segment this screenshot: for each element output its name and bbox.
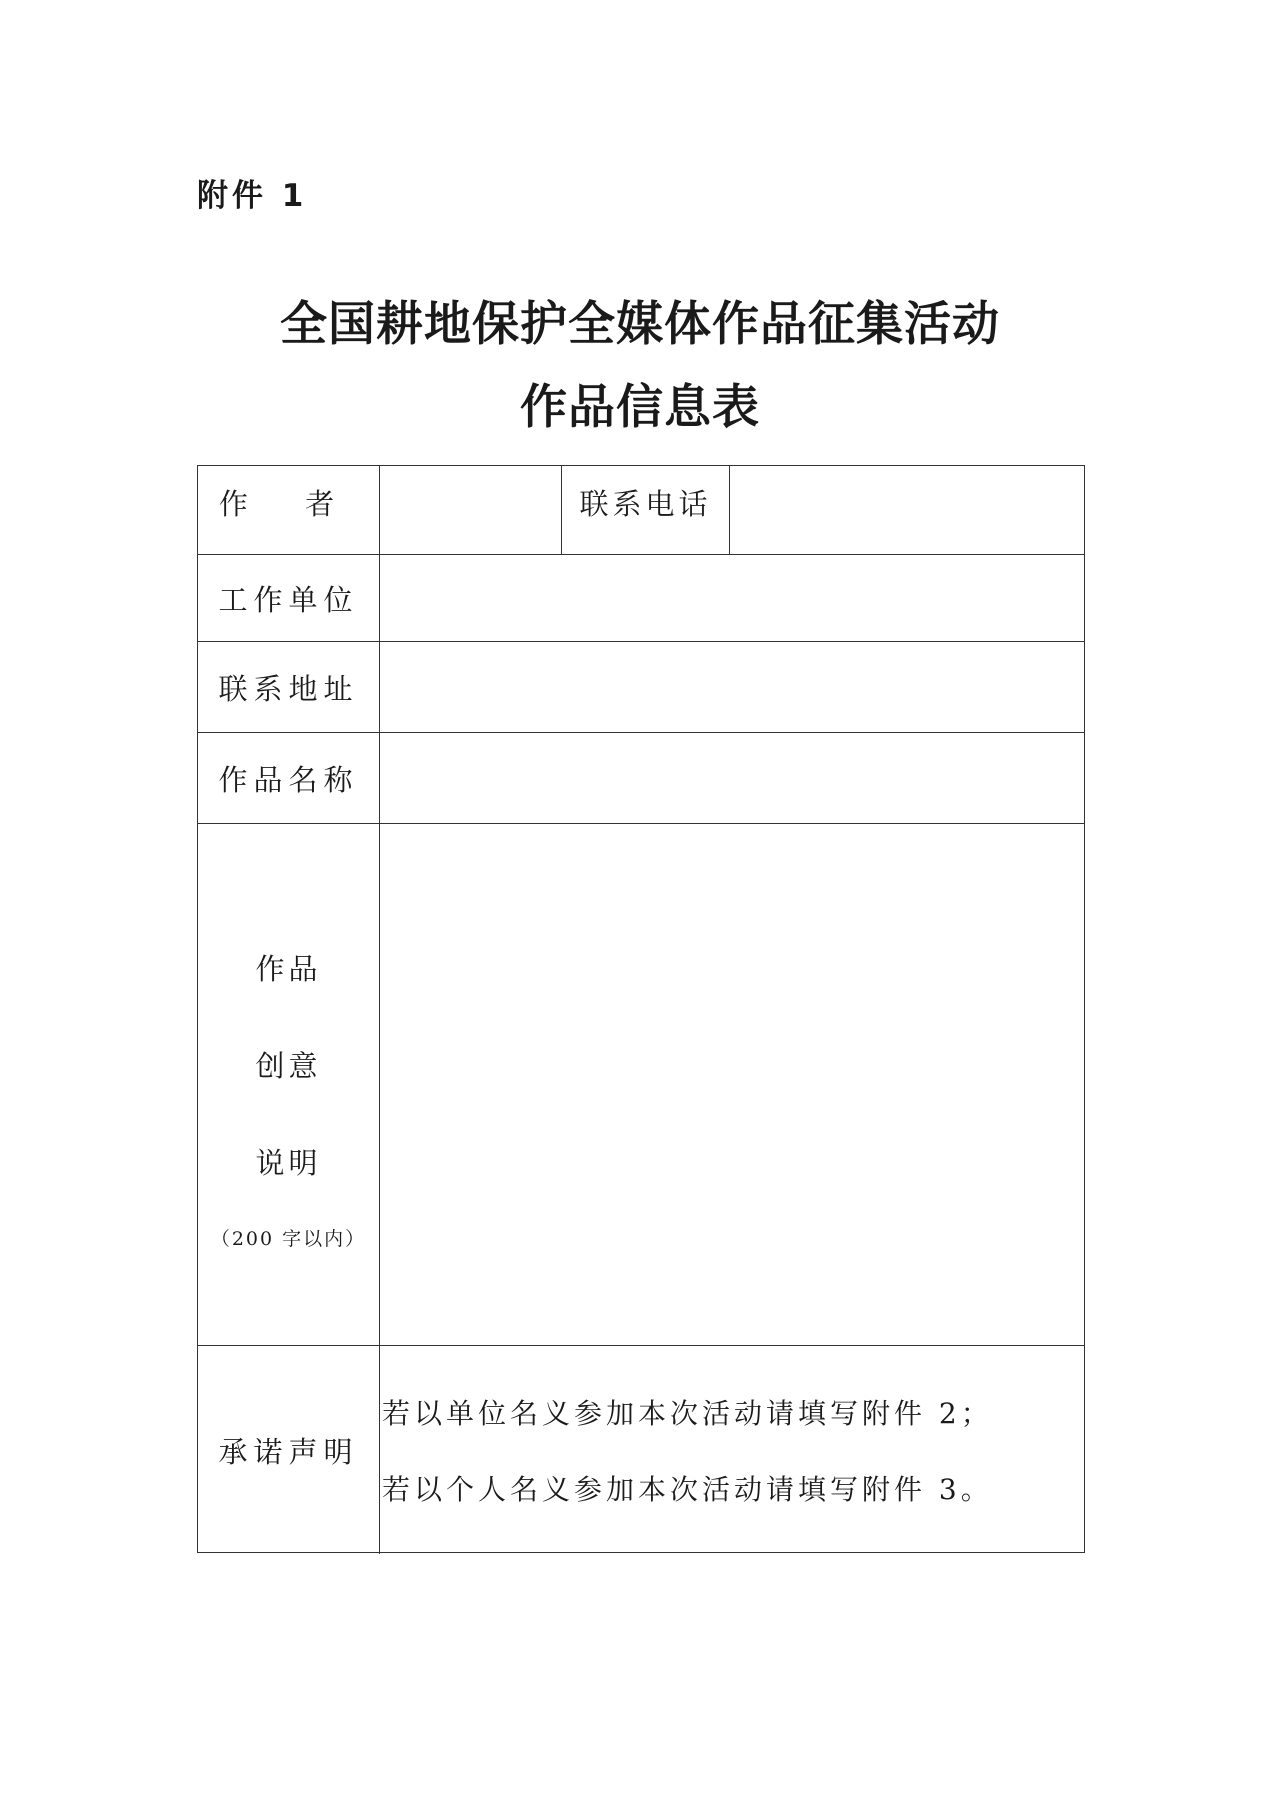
creative-label-line-3: 说明	[255, 1145, 322, 1180]
address-row	[198, 642, 1084, 733]
work-info-table	[197, 465, 1085, 1553]
pledge-line-1: 若以单位名义参加本次活动请填写附件 2；	[382, 1397, 993, 1430]
work-name-field[interactable]	[380, 733, 1084, 823]
author-row	[198, 466, 1084, 555]
pledge-text	[380, 1346, 1084, 1554]
work-name-label: 作品名称	[198, 733, 380, 823]
phone-field[interactable]	[730, 466, 1084, 554]
employer-row	[198, 555, 1084, 642]
pledge-label: 承诺声明	[198, 1346, 380, 1554]
creative-description-field[interactable]	[380, 824, 1084, 1345]
author-label: 作 者	[198, 466, 380, 554]
creative-label-line-1: 作品	[255, 951, 322, 986]
attachment-label: 附件 1	[197, 178, 308, 214]
creative-description-label	[198, 824, 380, 1345]
work-name-row	[198, 733, 1084, 824]
pledge-line-2: 若以个人名义参加本次活动请填写附件 3。	[382, 1473, 993, 1506]
address-field[interactable]	[380, 642, 1084, 732]
page-title: 全国耕地保护全媒体作品征集活动	[280, 297, 1000, 352]
creative-description-row	[198, 824, 1084, 1346]
pledge-row	[198, 1346, 1084, 1554]
creative-word-limit-note: （200 字以内）	[210, 1227, 367, 1250]
phone-label: 联系电话	[562, 466, 730, 554]
author-field[interactable]	[380, 466, 562, 554]
creative-label-line-2: 创意	[255, 1048, 322, 1083]
address-label: 联系地址	[198, 642, 380, 732]
employer-field[interactable]	[380, 555, 1084, 641]
employer-label: 工作单位	[198, 555, 380, 641]
page-subtitle: 作品信息表	[520, 380, 760, 435]
